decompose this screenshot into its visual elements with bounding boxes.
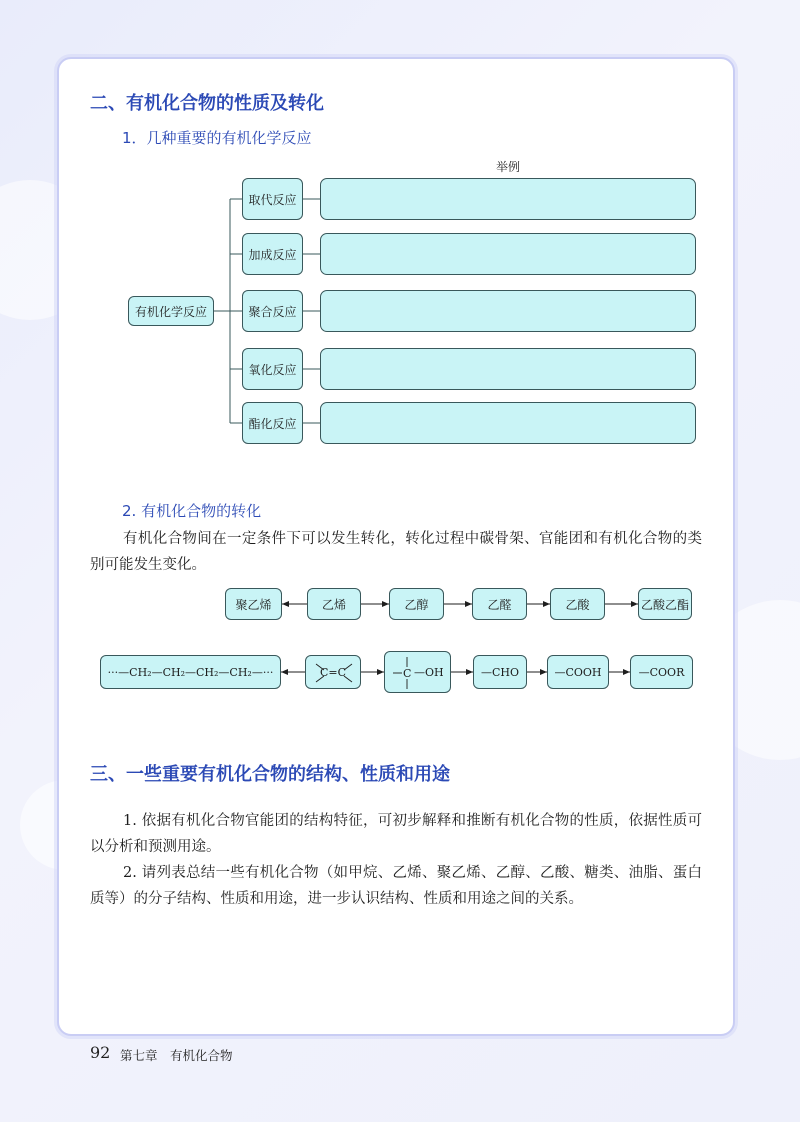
group-polymer-chain: ···—CH₂—CH₂—CH₂—CH₂—··· [100,655,281,689]
reaction-box-substitution: 取代反应 [242,178,303,220]
compound-ethanol: 乙醇 [389,588,444,620]
reaction-box-oxidation: 氧化反应 [242,348,303,390]
reaction-box-esterification: 酯化反应 [242,402,303,444]
hydroxyl-carbon-label: C [403,667,412,680]
section3-body [90,808,702,912]
compound-acetic-acid: 乙酸 [550,588,605,620]
compound-acetaldehyde: 乙醛 [472,588,527,620]
section2-subheading-2: 2. 有机化合物的转化 [122,502,262,520]
reaction-box-polymerization: 聚合反应 [242,290,303,332]
compound-ethyl-acetate: 乙酸乙酯 [638,588,692,620]
root-reaction-box: 有机化学反应 [128,296,214,326]
section3-item-1: 1. 依据有机化合物官能团的结构特征，可初步解释和推断有机化合物的性质，依据性质可以分析和预测用途。 [90,813,702,855]
alkene-center-text: C=C [319,665,347,679]
section2-heading: 二、有机化合物的性质及转化 [90,93,324,114]
group-hydroxyl [384,651,451,693]
group-carboxyl: —COOH [547,655,609,689]
example-column-header: 举例 [496,160,521,174]
section3-heading: 三、一些重要有机化合物的结构、性质和用途 [90,764,450,785]
group-alkene [305,655,361,689]
reaction-box-addition: 加成反应 [242,233,303,275]
compound-ethylene: 乙烯 [307,588,361,620]
section3-item-2: 2. 请列表总结一些有机化合物（如甲烷、乙烯、聚乙烯、乙醇、乙酸、糖类、油脂、蛋白质等）的分子结构、性质和用途，进一步认识结构、性质和用途之间的关系。 [90,865,702,907]
page-number: 92 [90,1043,111,1062]
hydroxyl-text: —OH [414,666,444,679]
compound-polyethylene: 聚乙烯 [225,588,282,620]
conversion-text: 有机化合物间在一定条件下可以发生转化，转化过程中碳骨架、官能团和有机化合物的类别可能发生变化。 [90,531,702,573]
section2-subheading-1: 1．几种重要的有机化学反应 [122,129,312,147]
chapter-title: 第七章 有机化合物 [120,1048,233,1063]
group-aldehyde: —CHO [473,655,527,689]
group-ester: —COOR [630,655,693,689]
